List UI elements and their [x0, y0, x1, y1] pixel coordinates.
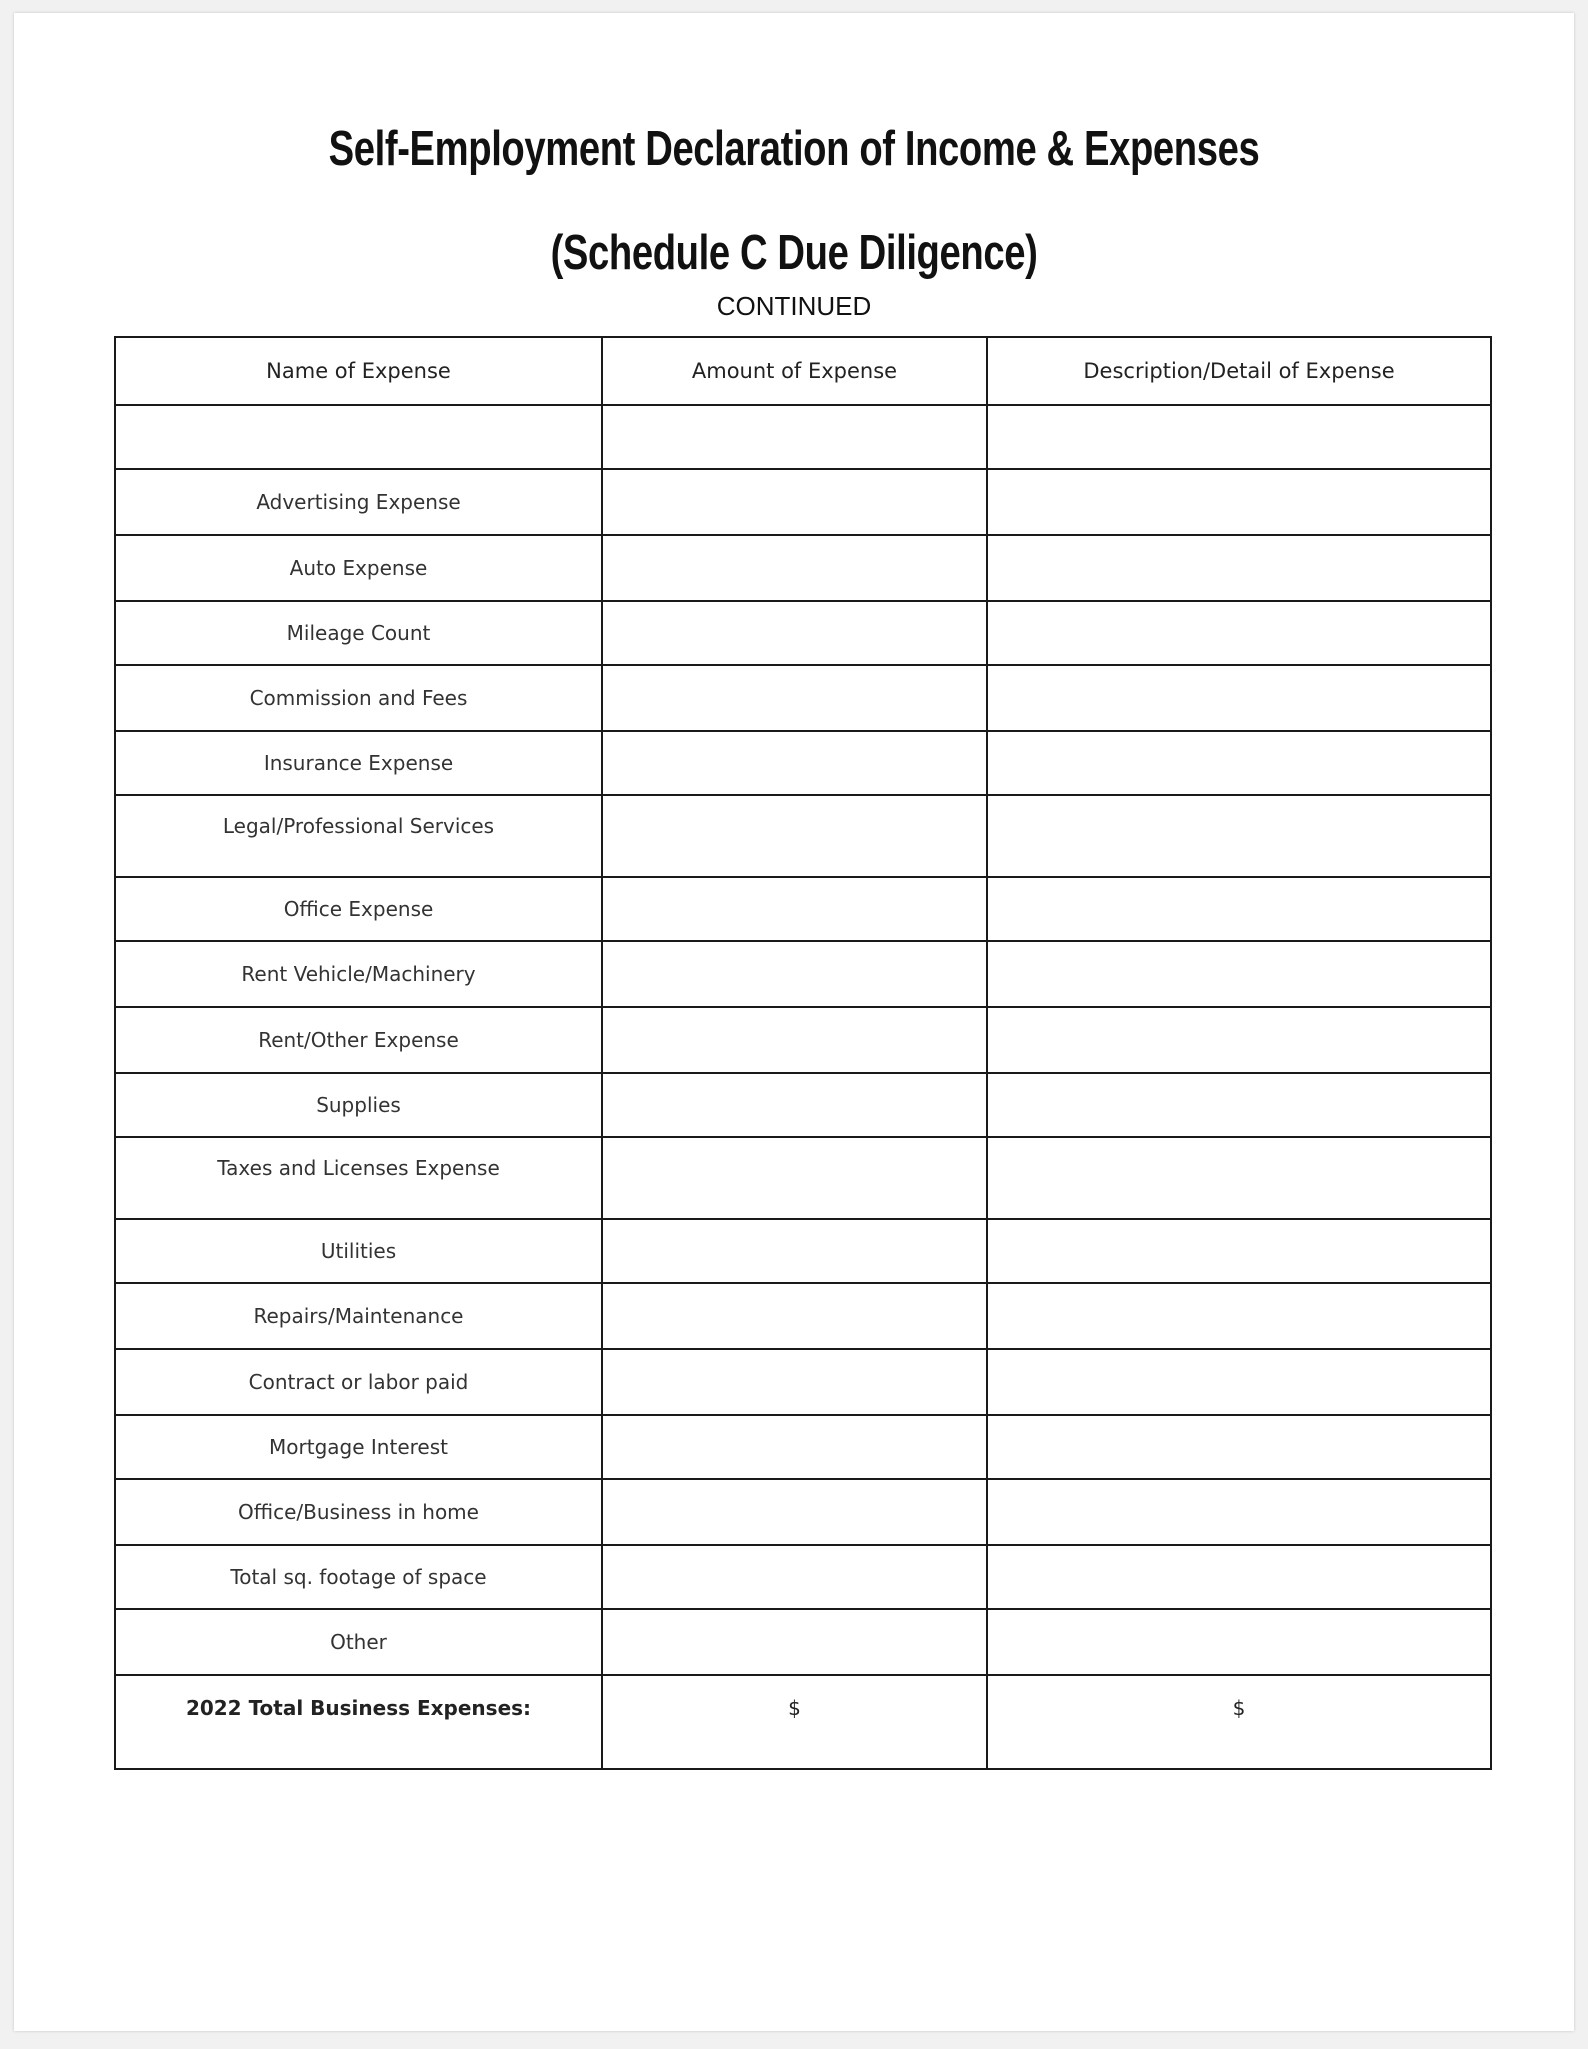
total-description-field[interactable]: $	[987, 1675, 1491, 1769]
table-row	[115, 1479, 1491, 1545]
expense-amount-field[interactable]	[602, 1007, 987, 1073]
expense-name-cell: Rent/Other Expense	[115, 1007, 602, 1073]
expense-name-cell: Insurance Expense	[115, 731, 602, 795]
expense-description-field[interactable]	[987, 1349, 1491, 1415]
expense-name-cell: Office/Business in home	[115, 1479, 602, 1545]
expense-name-cell: Utilities	[115, 1219, 602, 1283]
expense-amount-field[interactable]	[602, 877, 987, 941]
table-row	[115, 1609, 1491, 1675]
expense-name-cell: Other	[115, 1609, 602, 1675]
table-row	[115, 405, 1491, 469]
expense-amount-field[interactable]	[602, 1219, 987, 1283]
expense-name-cell: Repairs/Maintenance	[115, 1283, 602, 1349]
expense-description-field[interactable]	[987, 469, 1491, 535]
expense-description-field[interactable]	[987, 665, 1491, 731]
table-row	[115, 877, 1491, 941]
table-row	[115, 665, 1491, 731]
expense-table	[114, 336, 1492, 1770]
expense-name-cell: Contract or labor paid	[115, 1349, 602, 1415]
expense-name-cell: Total sq. footage of space	[115, 1545, 602, 1609]
expense-rows	[115, 405, 1491, 1769]
expense-name-cell: Advertising Expense	[115, 469, 602, 535]
expense-name-cell: Rent Vehicle/Machinery	[115, 941, 602, 1007]
expense-amount-field[interactable]	[602, 1609, 987, 1675]
header-name-of-expense: Name of Expense	[115, 337, 602, 405]
expense-amount-field[interactable]	[602, 535, 987, 601]
expense-description-field[interactable]	[987, 1609, 1491, 1675]
expense-name-cell	[115, 405, 602, 469]
expense-description-field[interactable]	[987, 1479, 1491, 1545]
table-row	[115, 731, 1491, 795]
total-label: 2022 Total Business Expenses:	[115, 1675, 602, 1769]
expense-amount-field[interactable]	[602, 795, 987, 877]
total-amount-field[interactable]: $	[602, 1675, 987, 1769]
expense-description-field[interactable]	[987, 731, 1491, 795]
expense-description-field[interactable]	[987, 535, 1491, 601]
table-row	[115, 1415, 1491, 1479]
expense-name-cell: Supplies	[115, 1073, 602, 1137]
expense-name-cell: Auto Expense	[115, 535, 602, 601]
total-row	[115, 1675, 1491, 1769]
expense-amount-field[interactable]	[602, 1073, 987, 1137]
expense-description-field[interactable]	[987, 1219, 1491, 1283]
table-row	[115, 1545, 1491, 1609]
expense-amount-field[interactable]	[602, 405, 987, 469]
expense-description-field[interactable]	[987, 1283, 1491, 1349]
expense-name-cell: Mileage Count	[115, 601, 602, 665]
header-amount-of-expense: Amount of Expense	[602, 337, 987, 405]
expense-name-cell: Commission and Fees	[115, 665, 602, 731]
table-row	[115, 795, 1491, 877]
expense-name-cell: Office Expense	[115, 877, 602, 941]
expense-description-field[interactable]	[987, 1007, 1491, 1073]
expense-description-field[interactable]	[987, 941, 1491, 1007]
expense-description-field[interactable]	[987, 795, 1491, 877]
document-title: Self-Employment Declaration of Income & Expenses	[328, 122, 1260, 176]
continued-label: CONTINUED	[716, 291, 872, 321]
table-row	[115, 1349, 1491, 1415]
header-description-of-expense: Description/Detail of Expense	[987, 337, 1491, 405]
expense-amount-field[interactable]	[602, 1545, 987, 1609]
expense-amount-field[interactable]	[602, 731, 987, 795]
expense-amount-field[interactable]	[602, 665, 987, 731]
expense-name-cell: Legal/Professional Services	[115, 795, 602, 877]
table-row	[115, 1073, 1491, 1137]
expense-amount-field[interactable]	[602, 469, 987, 535]
expense-description-field[interactable]	[987, 1415, 1491, 1479]
table-row	[115, 1219, 1491, 1283]
expense-amount-field[interactable]	[602, 1349, 987, 1415]
expense-amount-field[interactable]	[602, 1137, 987, 1219]
expense-amount-field[interactable]	[602, 1415, 987, 1479]
table-row	[115, 1283, 1491, 1349]
table-row	[115, 601, 1491, 665]
expense-name-cell: Taxes and Licenses Expense	[115, 1137, 602, 1219]
expense-name-cell: Mortgage Interest	[115, 1415, 602, 1479]
expense-description-field[interactable]	[987, 601, 1491, 665]
table-row	[115, 535, 1491, 601]
table-row	[115, 941, 1491, 1007]
table-row	[115, 1007, 1491, 1073]
expense-amount-field[interactable]	[602, 941, 987, 1007]
table-row	[115, 469, 1491, 535]
expense-amount-field[interactable]	[602, 1283, 987, 1349]
expense-description-field[interactable]	[987, 1545, 1491, 1609]
table-row	[115, 1137, 1491, 1219]
expense-description-field[interactable]	[987, 1137, 1491, 1219]
expense-description-field[interactable]	[987, 405, 1491, 469]
expense-description-field[interactable]	[987, 877, 1491, 941]
document-subtitle-schedule: (Schedule C Due Diligence)	[550, 226, 1038, 280]
expense-amount-field[interactable]	[602, 1479, 987, 1545]
expense-description-field[interactable]	[987, 1073, 1491, 1137]
table-header-row	[115, 337, 1491, 405]
expense-amount-field[interactable]	[602, 601, 987, 665]
